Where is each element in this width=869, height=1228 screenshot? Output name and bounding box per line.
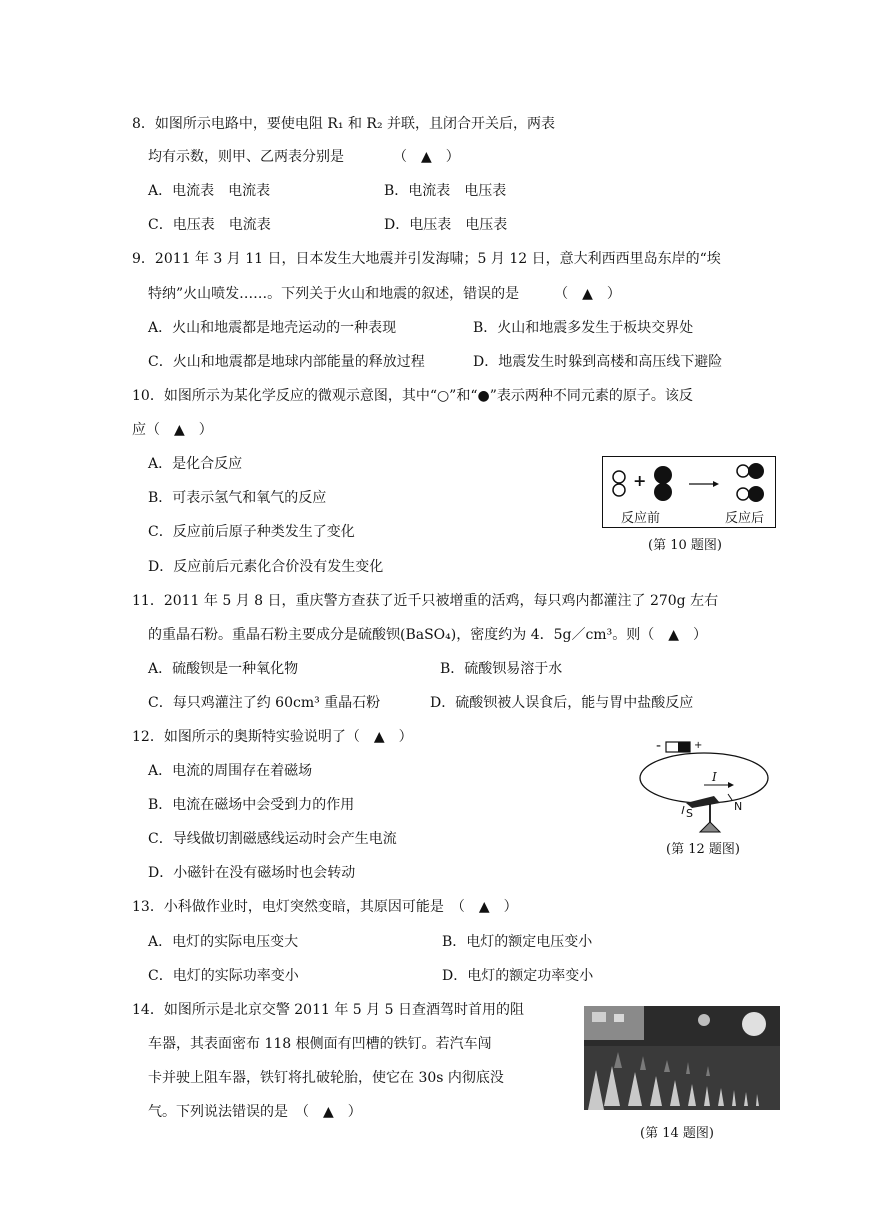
window-light — [592, 1012, 606, 1022]
q9-stem-line2: 特纳”火山喷发……。下列关于火山和地震的叙述，错误的是 （ ▲ ） — [148, 286, 621, 302]
q14-stem-line3: 卡并驶上阻车器，铁钉将扎破轮胎，使它在 30s 内彻底没 — [148, 1070, 504, 1086]
q13-option-c: C．电灯的实际功率变小 — [148, 968, 299, 984]
q14-stem-line2: 车器，其表面密布 118 根侧面有凹槽的铁钉。若汽车闯 — [148, 1036, 492, 1052]
q8-stem-line1: 8．如图所示电路中，要使电阻 R₁ 和 R₂ 并联，且闭合开关后，两表 — [132, 116, 556, 132]
black-atom-icon — [654, 466, 672, 484]
q11-option-c: C．每只鸡灌注了约 60cm³ 重晶石粉 — [148, 695, 381, 711]
q13-option-a: A．电灯的实际电压变大 — [148, 934, 299, 950]
q14-figure-caption: (第 14 题图) — [640, 1126, 714, 1141]
stand-base-icon — [700, 822, 720, 832]
q11-option-d: D．硫酸钡被人误食后，能与胃中盐酸反应 — [430, 695, 694, 711]
north-pole-label: N — [734, 800, 743, 813]
battery-terminal — [678, 742, 690, 752]
q9-option-b: B．火山和地震多发生于板块交界处 — [473, 320, 694, 336]
plus-terminal-label: + — [694, 740, 703, 751]
q10-option-a: A．是化合反应 — [148, 456, 243, 472]
building-silhouette — [584, 1006, 644, 1040]
rotation-arrow-icon — [728, 794, 732, 800]
q9-stem-line1: 9．2011 年 3 月 11 日，日本发生大地震并引发海啸；5 月 12 日，意大利西西里岛东岸的“埃 — [132, 251, 721, 267]
q10-option-d: D．反应前后元素化合价没有发生变化 — [148, 559, 384, 575]
q9-option-a: A．火山和地震都是地壳运动的一种表现 — [148, 320, 397, 336]
q13-stem-line1: 13．小科做作业时，电灯突然变暗，其原因可能是 （ ▲ ） — [132, 899, 518, 915]
q11-stem-line2: 的重晶石粉。重晶石粉主要成分是硫酸钡(BaSO₄)，密度约为 4．5g／cm³。则（ ▲ ） — [148, 627, 707, 643]
rotation-arrow-icon — [682, 806, 684, 814]
street-light-glow — [698, 1014, 710, 1026]
white-atom-icon — [737, 488, 749, 500]
q10-option-c: C．反应前后原子种类发生了变化 — [148, 524, 355, 540]
q12-figure-caption: (第 12 题图) — [666, 842, 740, 857]
black-atom-icon — [654, 483, 672, 501]
q9-option-c: C．火山和地震都是地球内部能量的释放过程 — [148, 354, 425, 370]
q9-option-d: D．地震发生时躲到高楼和高压线下避险 — [473, 354, 723, 370]
white-atom-icon — [613, 471, 625, 483]
q12-option-a: A．电流的周围存在着磁场 — [148, 763, 313, 779]
after-label: 反应后 — [725, 511, 765, 526]
q14-stem-line1: 14．如图所示是北京交警 2011 年 5 月 5 日查酒驾时首用的阻 — [132, 1002, 524, 1018]
q8-option-a: A．电流表 电流表 — [148, 183, 271, 199]
black-atom-icon — [748, 463, 764, 479]
q10-figure-caption: (第 10 题图) — [648, 538, 722, 553]
q8-stem-line2: 均有示数，则甲、乙两表分别是 （ ▲ ） — [148, 149, 460, 165]
q11-option-a: A．硫酸钡是一种氧化物 — [148, 661, 299, 677]
q8-option-d: D．电压表 电压表 — [384, 217, 508, 233]
wire-loop — [640, 753, 768, 803]
q10-stem-line2: 应（ ▲ ） — [132, 422, 213, 438]
minus-terminal-label: - — [656, 738, 662, 754]
window-light — [614, 1014, 624, 1022]
white-atom-icon — [737, 465, 749, 477]
q12-option-b: B．电流在磁场中会受到力的作用 — [148, 797, 355, 813]
q12-oersted-figure — [638, 734, 772, 838]
q12-stem-line1: 12．如图所示的奥斯特实验说明了（ ▲ ） — [132, 729, 413, 745]
q10-stem-line1: 10．如图所示为某化学反应的微观示意图，其中“○”和“●”表示两种不同元素的原子。该反 — [132, 388, 693, 404]
q14-stem-line4: 气。下列说法错误的是 （ ▲ ） — [148, 1104, 362, 1120]
plus-sign: + — [633, 471, 647, 490]
q8-option-b: B．电流表 电压表 — [384, 183, 507, 199]
spike-strip-photo-svg — [584, 1006, 780, 1110]
q10-option-b: B．可表示氢气和氧气的反应 — [148, 490, 327, 506]
q12-option-d: D．小磁针在没有磁场时也会转动 — [148, 865, 356, 881]
q12-option-c: C．导线做切割磁感线运动时会产生电流 — [148, 831, 397, 847]
q11-option-b: B．硫酸钡易溶于水 — [440, 661, 563, 677]
south-pole-label: S — [686, 807, 693, 820]
before-label: 反应前 — [621, 511, 661, 526]
street-light-glow — [742, 1012, 766, 1036]
black-atom-icon — [748, 486, 764, 502]
q14-spike-strip-photo — [584, 1006, 780, 1110]
arrowhead-icon — [713, 481, 719, 487]
q13-option-d: D．电灯的额定功率变小 — [442, 968, 594, 984]
q10-reaction-figure — [602, 456, 776, 528]
q11-stem-line1: 11．2011 年 5 月 8 日，重庆警方查获了近千只被增重的活鸡，每只鸡内都灌注了 270g 左右 — [132, 593, 719, 609]
q13-option-b: B．电灯的额定电压变小 — [442, 934, 593, 950]
current-label: I — [712, 770, 717, 784]
q8-option-c: C．电压表 电流表 — [148, 217, 271, 233]
current-arrowhead-icon — [728, 782, 734, 788]
white-atom-icon — [613, 484, 625, 496]
